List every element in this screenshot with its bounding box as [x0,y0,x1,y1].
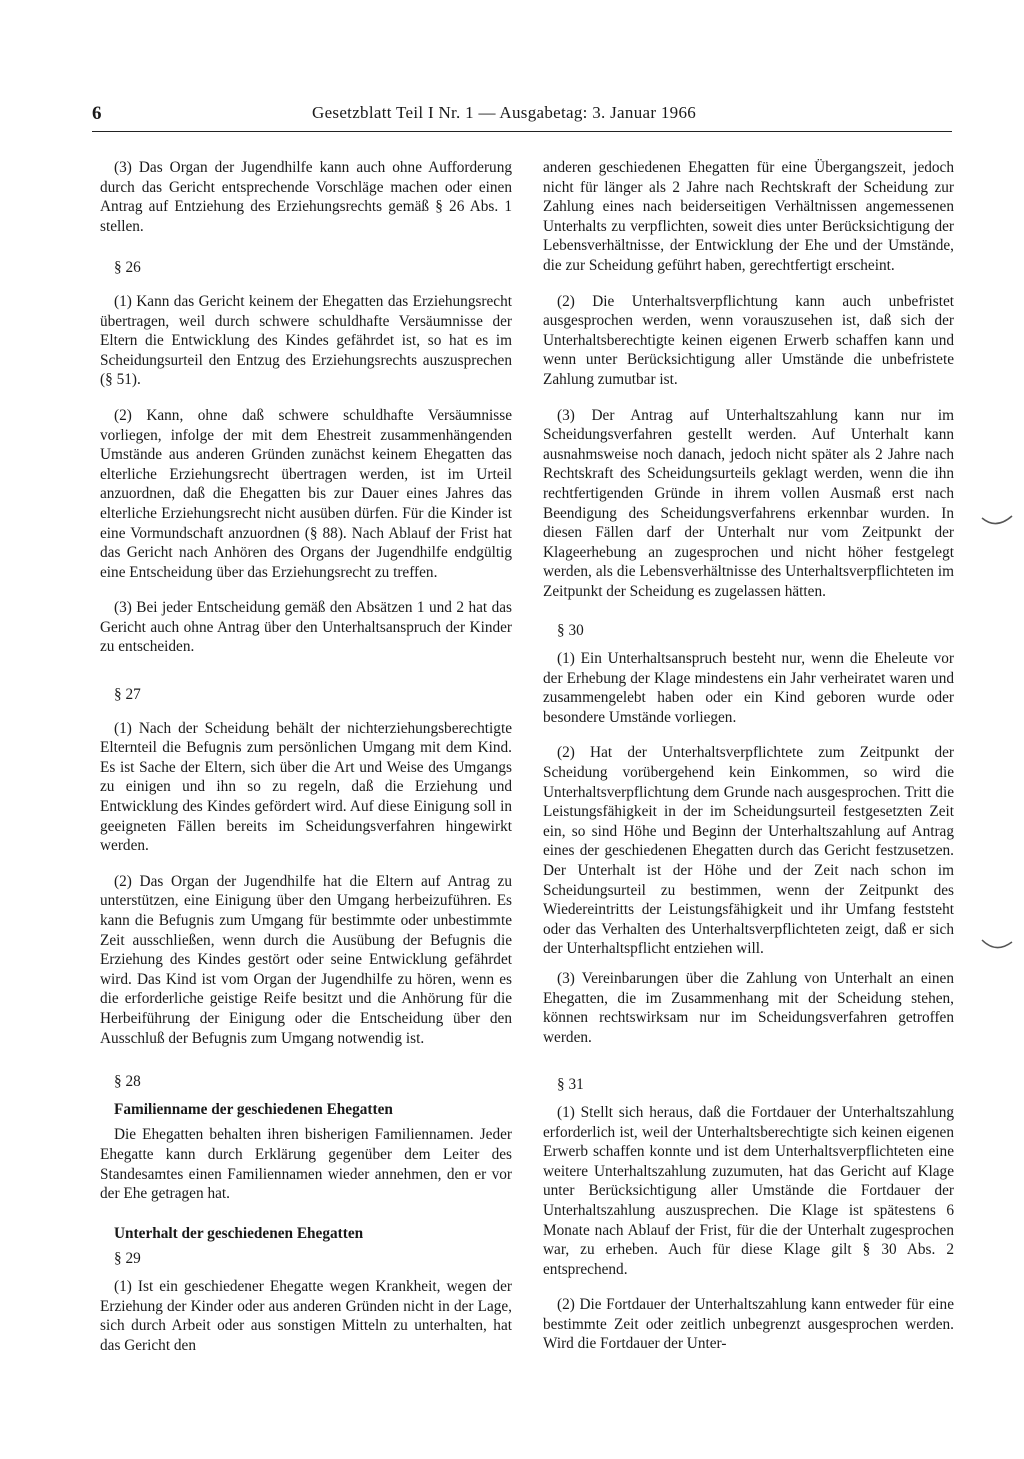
paragraph-29-3: (3) Der Antrag auf Unterhaltszahlung kann nur im Scheidungsverfahren gestellt werden. Auf Unterhalt kann ausnahmsweise noch danach, jedoch nicht später als 2 Jahre nach Rechtskraft des Scheidungsurteils geklagt werden, wenn die ihn rechtfertigenden Gründe in ihrem vollen Ausmaß erst nach Beendigung des Scheidungsverfahrens erkennbar wurden. In diesen Fällen darf der Unterhalt nur vom Zeitpunkt der Klageerhebung an zugesprochen und nicht höher festgelegt werden, als die Lebensverhältnisse des Unterhaltsverpflichteten im Zeitpunkt der Scheidung es zugelassen hätten. [543,406,954,600]
section-31-number: § 31 [557,1076,584,1094]
paragraph-26-3: (3) Bei jeder Entscheidung gemäß den Absätzen 1 und 2 hat das Gericht auch ohne Antrag über den Unterhaltsanspruch der Kinder zu entscheiden. [100,599,512,656]
paragraph-26-2: (2) Kann, ohne daß schwere schuldhafte Versäumnisse vorliegen, infolge der mit dem Ehestreit zusammenhängenden Umstände aus anderen Gründen zunächst keinem Ehegatten das elterliche Erziehungsrecht übertragen werden, ist im Urteil anzuordnen, daß die Ehegatten bis zur Dauer eines Jahres das elterliche Erziehungsrecht nicht ausüben dürfen. Für die Kinder ist eine Vormundschaft anzuordnen (§ 88). Nach Ablauf der Frist hat das Gericht nach Anhören des Organs der Jugendhilfe endgültig eine Entscheidung über das Erziehungsrecht zu treffen. [100,406,512,581]
paragraph-29-1-continued: anderen geschiedenen Ehegatten für eine Übergangszeit, jedoch nicht für länger als 2 Jahre nach Rechtskraft der Scheidung zur Zahlung eines nach beiderseitigen Verhältnissen angemessenen Unterhalts zu verpflichten, soweit dies unter Berücksichtigung der Lebensverhältnisse, der Entwicklung der Ehe und der Umstände, die zur Scheidung geführt haben, gerechtfertigt erscheint. [543,159,954,274]
section-27-number: § 27 [114,686,141,704]
margin-mark [980,512,1016,532]
paragraph-25-3: (3) Das Organ der Jugendhilfe kann auch ohne Aufforderung durch das Gericht entsprechende Vorschläge machen oder einen Antrag auf Entziehung des Erziehungsrechts gemäß § 26 Abs. 1 stellen. [100,159,512,235]
paragraph-31-1: (1) Stellt sich heraus, daß die Fortdauer der Unterhaltszahlung erforderlich ist, weil der Unterhaltsberechtigte sich keinen eigenen Erwerb schaffen konnte und ist dem Unterhaltsverpflichteten eine weitere Unterhaltszahlung zuzumuten, hat das Gericht auf Klage unter Berücksichtigung aller Umstände die Fortdauer der Unterhaltszahlung auszusprechen. Die Klage ist spätestens 6 Monate nach Ablauf der Frist, für die der Unterhalt zugesprochen war, zu erheben. Auch für diese Klage gilt § 30 Abs. 2 entsprechend. [543,1103,954,1278]
paragraph-27-2: (2) Das Organ der Jugendhilfe hat die Eltern auf Antrag zu unterstützen, eine Einigung über den Umgang herbeizuführen. Es kann die Befugnis zum Umgang für bestimmte oder unbestimmte Zeit ausschließen, wenn durch die Ausübung der Befugnis die Erziehung des Kindes gestört oder seine Entwicklung gefährdet wird. Das Kind ist vom Organ der Jugendhilfe zu hören, wenn es die erforderliche geistige Reife besitzt und die Anhörung für die Herbeiführung der Einigung oder die Entscheidung über den Ausschluß der Befugnis zum Umgang notwendig ist. [100,872,512,1047]
paragraph-30-1: (1) Ein Unterhaltsanspruch besteht nur, wenn die Eheleute vor der Erhebung der Klage mindestens ein Jahr verheiratet waren und zusammengelebt haben oder ein Kind geboren wurde oder besondere Umstände vorliegen. [543,650,954,726]
paragraph-26-1: (1) Kann das Gericht keinem der Ehegatten das Erziehungsrecht übertragen, weil durch schwere schuldhafte Versäumnisse der Eltern die Entwicklung des Kindes gefährdet ist, so hat es im Scheidungsurteil den Entzug des Erziehungsrechts auszusprechen (§ 51). [100,292,512,389]
page-number: 6 [92,103,102,124]
paragraph-31-2: (2) Die Fortdauer der Unterhaltszahlung kann entweder für eine bestimmte Zeit oder zeitlich unbegrenzt ausgesprochen werden. Wird die Fortdauer der Unter- [543,1296,954,1353]
running-head: Gesetzblatt Teil I Nr. 1 — Ausgabetag: 3. Januar 1966 [312,103,697,122]
paragraph-30-3: (3) Vereinbarungen über die Zahlung von Unterhalt an einen Ehegatten, die im Zusammenhang mit der Scheidung stehen, können rechtswirksam nur im Scheidungsverfahren getroffen werden. [543,969,954,1046]
section-28-heading: Familienname der geschiedenen Ehegatten [114,1100,393,1118]
left-column [100,158,512,1355]
unterhalt-heading: Unterhalt der geschiedenen Ehegatten [114,1224,364,1242]
section-28-number: § 28 [114,1073,141,1091]
paragraph-28: Die Ehegatten behalten ihren bisherigen Familiennamen. Jeder Ehegatte kann durch Erklärung gegenüber dem Leiter des Standesamtes einen Familiennamen wieder annehmen, den er vor der Ehe getragen hat. [100,1126,512,1203]
page-header [92,103,952,132]
paragraph-29-1: (1) Ist ein geschiedener Ehegatte wegen Krankheit, wegen der Erziehung der Kinder oder aus anderen Gründen nicht in der Lage, sich durch Arbeit oder aus sonstigen Mitteln zu unterhalten, hat das Gericht den [100,1277,512,1354]
section-30-number: § 30 [557,622,584,640]
margin-mark [980,936,1016,956]
section-29-number: § 29 [114,1250,141,1268]
paragraph-27-1: (1) Nach der Scheidung behält der nichterziehungsberechtigte Elternteil die Befugnis zum persönlichen Umgang mit dem Kind. Es ist Sache der Eltern, sich über die Art und Weise des Umgangs zu einigen und ihn so zu regeln, daß die Erziehung und Entwicklung des Kindes gefördert wird. Auf diese Einigung soll in geeigneten Fällen bereits im Scheidungsverfahren hingewirkt werden. [100,719,512,855]
right-column [543,158,954,1354]
paragraph-29-2: (2) Die Unterhaltsverpflichtung kann auch unbefristet ausgesprochen werden, wenn vorauszusehen ist, daß sich der Unterhaltsberechtigte keinen eigenen Erwerb schaffen kann und wenn unter Berücksichtigung aller Umstände die unbefristete Zahlung zumutbar ist. [543,292,954,388]
section-26-number: § 26 [114,259,141,277]
paragraph-30-2: (2) Hat der Unterhaltsverpflichtete zum Zeitpunkt der Scheidung vorübergehend kein Einkommen, so wird die Unterhaltsverpflichtung dem Grunde nach ausgesprochen. Tritt die Leistungsfähigkeit in der im Scheidungsurteil festgesetzten Zeit ein, so sind Höhe und Beginn der Unterhaltszahlung auf Antrag eines der geschiedenen Ehegatten durch das Gericht festzusetzen. Der Unterhalt ist der Höhe und der Zeit nach schon im Scheidungsurteil zu bestimmen, wenn der Zeitpunkt des Wiedereintritts der Leistungsfähigkeit und ihr Umfang feststeht oder das Verhalten des Unterhaltsverpflichteten zeigt, daß er sich der Unterhaltspflicht entziehen will. [543,744,954,958]
